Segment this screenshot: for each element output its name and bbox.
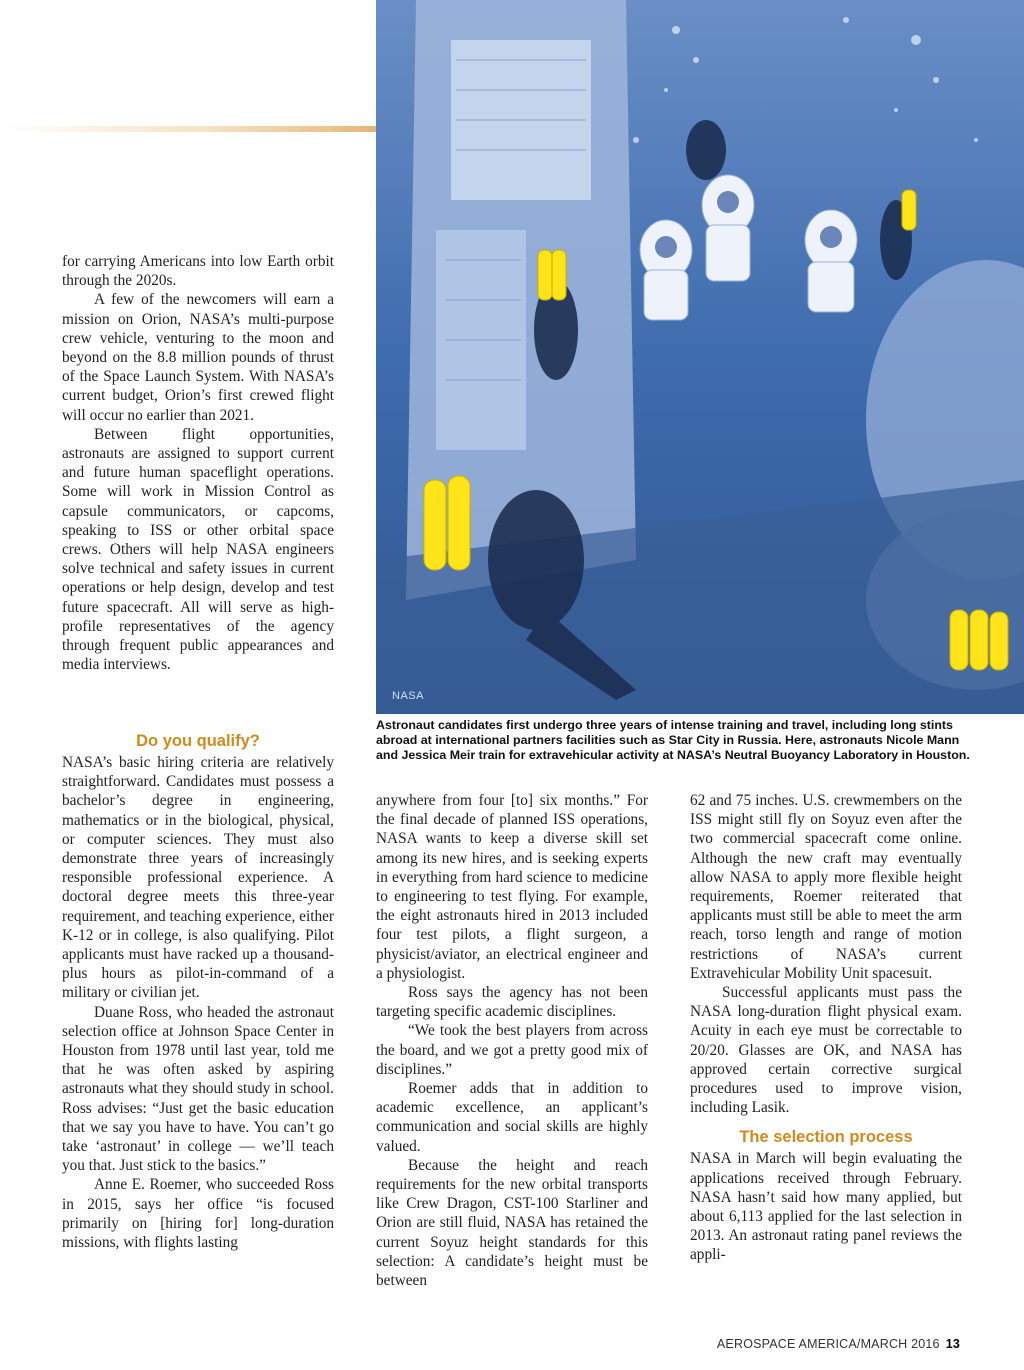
paragraph: Successful applicants must pass the NASA long-duration flight physical exam. Acuity in each eye must be correctable to 20/20. Glasses are OK, and NASA has approved certain corrective surgical procedures used to improve vision, including Lasik. <box>690 984 962 1117</box>
column-2 <box>376 791 648 1290</box>
paragraph: Duane Ross, who headed the astronaut selection office at Johnson Space Center in Houston from 1978 until last year, told me that he was often asked by aspiring astronauts what they should study in school. Ross advises: “Just get the basic education that we say you have to have. You can’t go take ‘astronaut’ in college — we’ll teach you that. Just stick to the basics.” <box>62 1003 334 1175</box>
paragraph: NASA in March will begin evaluating the applications received through February. NASA hasn’t said how many applied, but about 6,113 applied for the last selection in 2013. An astronaut rating panel reviews the appli- <box>690 1150 962 1264</box>
paragraph: Ross says the agency has not been targeting specific academic disciplines. <box>376 984 648 1021</box>
section-heading-qualify: Do you qualify? <box>136 732 260 750</box>
photo-illustration <box>376 0 1024 714</box>
page-number: 13 <box>945 1337 960 1351</box>
page-footer <box>717 1337 960 1351</box>
column-1-top <box>62 252 334 674</box>
paragraph: Because the height and reach requirements for the new orbital transports like Crew Dragon, CST-100 Starliner and Orion are still fluid, NASA has retained the current Soyuz height standards for this selection: A candidate’s height must be between <box>376 1156 648 1290</box>
paragraph: for carrying Americans into low Earth orbit through the 2020s. <box>62 253 334 290</box>
photo-caption: Astronaut candidates first undergo three years of intense training and travel, including long stints abroad at international partners facilities such as Star City in Russia. Here, astronauts Nicole Mann and Jessica Meir train for extravehicular activity at NASA’s Neutral Buoyancy Laboratory in Houston. <box>376 718 970 762</box>
column-1-bottom <box>62 731 334 1252</box>
publication-name: AEROSPACE AMERICA/MARCH 2016 <box>716 1337 940 1351</box>
paragraph: A few of the newcomers will earn a mission on Orion, NASA’s multi-purpose crew vehicle, venturing to the moon and beyond on the 8.8 million pounds of thrust of the Space Launch System. With NASA’s current budget, Orion’s first crewed flight will occur no earlier than 2021. <box>62 291 334 424</box>
photo-credit: NASA <box>392 690 424 702</box>
paragraph: anywhere from four [to] six months.” For the final decade of planned ISS operations, NASA wants to keep a diverse skill set among its new hires, and is seeking experts in everything from hard science to medicine to engineering to test flying. For example, the eight astronauts hired in 2013 included four test pilots, a flight surgeon, a physicist/aviator, an electrical engineer and a physiologist. <box>376 792 648 982</box>
section-heading-selection: The selection process <box>739 1128 913 1147</box>
decorative-rule <box>0 126 376 132</box>
paragraph: Between flight opportunities, astronauts are assigned to support current and future human spaceflight operations. Some will work in Mission Control as capsule communicators, or capcoms, speaking to ISS or other orbital space crews. Others will help NASA engineers solve technical and safety issues in current operations or help design, develop and test future spacecraft. All will serve as high-profile representatives of the agency through frequent public appearances and media interviews. <box>62 425 334 674</box>
paragraph: NASA’s basic hiring criteria are relatively straightforward. Candidates must possess a bachelor’s degree in engineering, mathematics or in the biological, physical, or computer sciences. They must also demonstrate three years of increasingly responsible professional experience. A doctoral degree meets this three-year requirement, and teaching experience, either K-12 or in college, is also qualifying. Pilot applicants must have racked up a thousand-plus hours as pilot-in-command of a military or civilian jet. <box>62 754 334 1002</box>
paragraph: Roemer adds that in addition to academic excellence, an applicant’s communication and social skills are highly valued. <box>376 1080 648 1155</box>
paragraph: 62 and 75 inches. U.S. crewmembers on the ISS might still fly on Soyuz even after the two commercial spacecraft come online. Although the new craft may eventually allow NASA to apply more flexible height requirements, Roemer reiterated that applicants must still be able to meet the arm reach, torso length and range of motion restrictions of NASA’s current Extravehicular Mobility Unit spacesuit. <box>690 792 962 982</box>
paragraph: “We took the best players from across the board, and we got a pretty good mix of disciplines.” <box>376 1022 648 1078</box>
underwater-training-photo <box>376 0 1024 714</box>
column-3 <box>690 791 962 1265</box>
paragraph: Anne E. Roemer, who succeeded Ross in 2015, says her office “is focused primarily on [hiring for] long-duration missions, with flights lasting <box>62 1176 334 1252</box>
